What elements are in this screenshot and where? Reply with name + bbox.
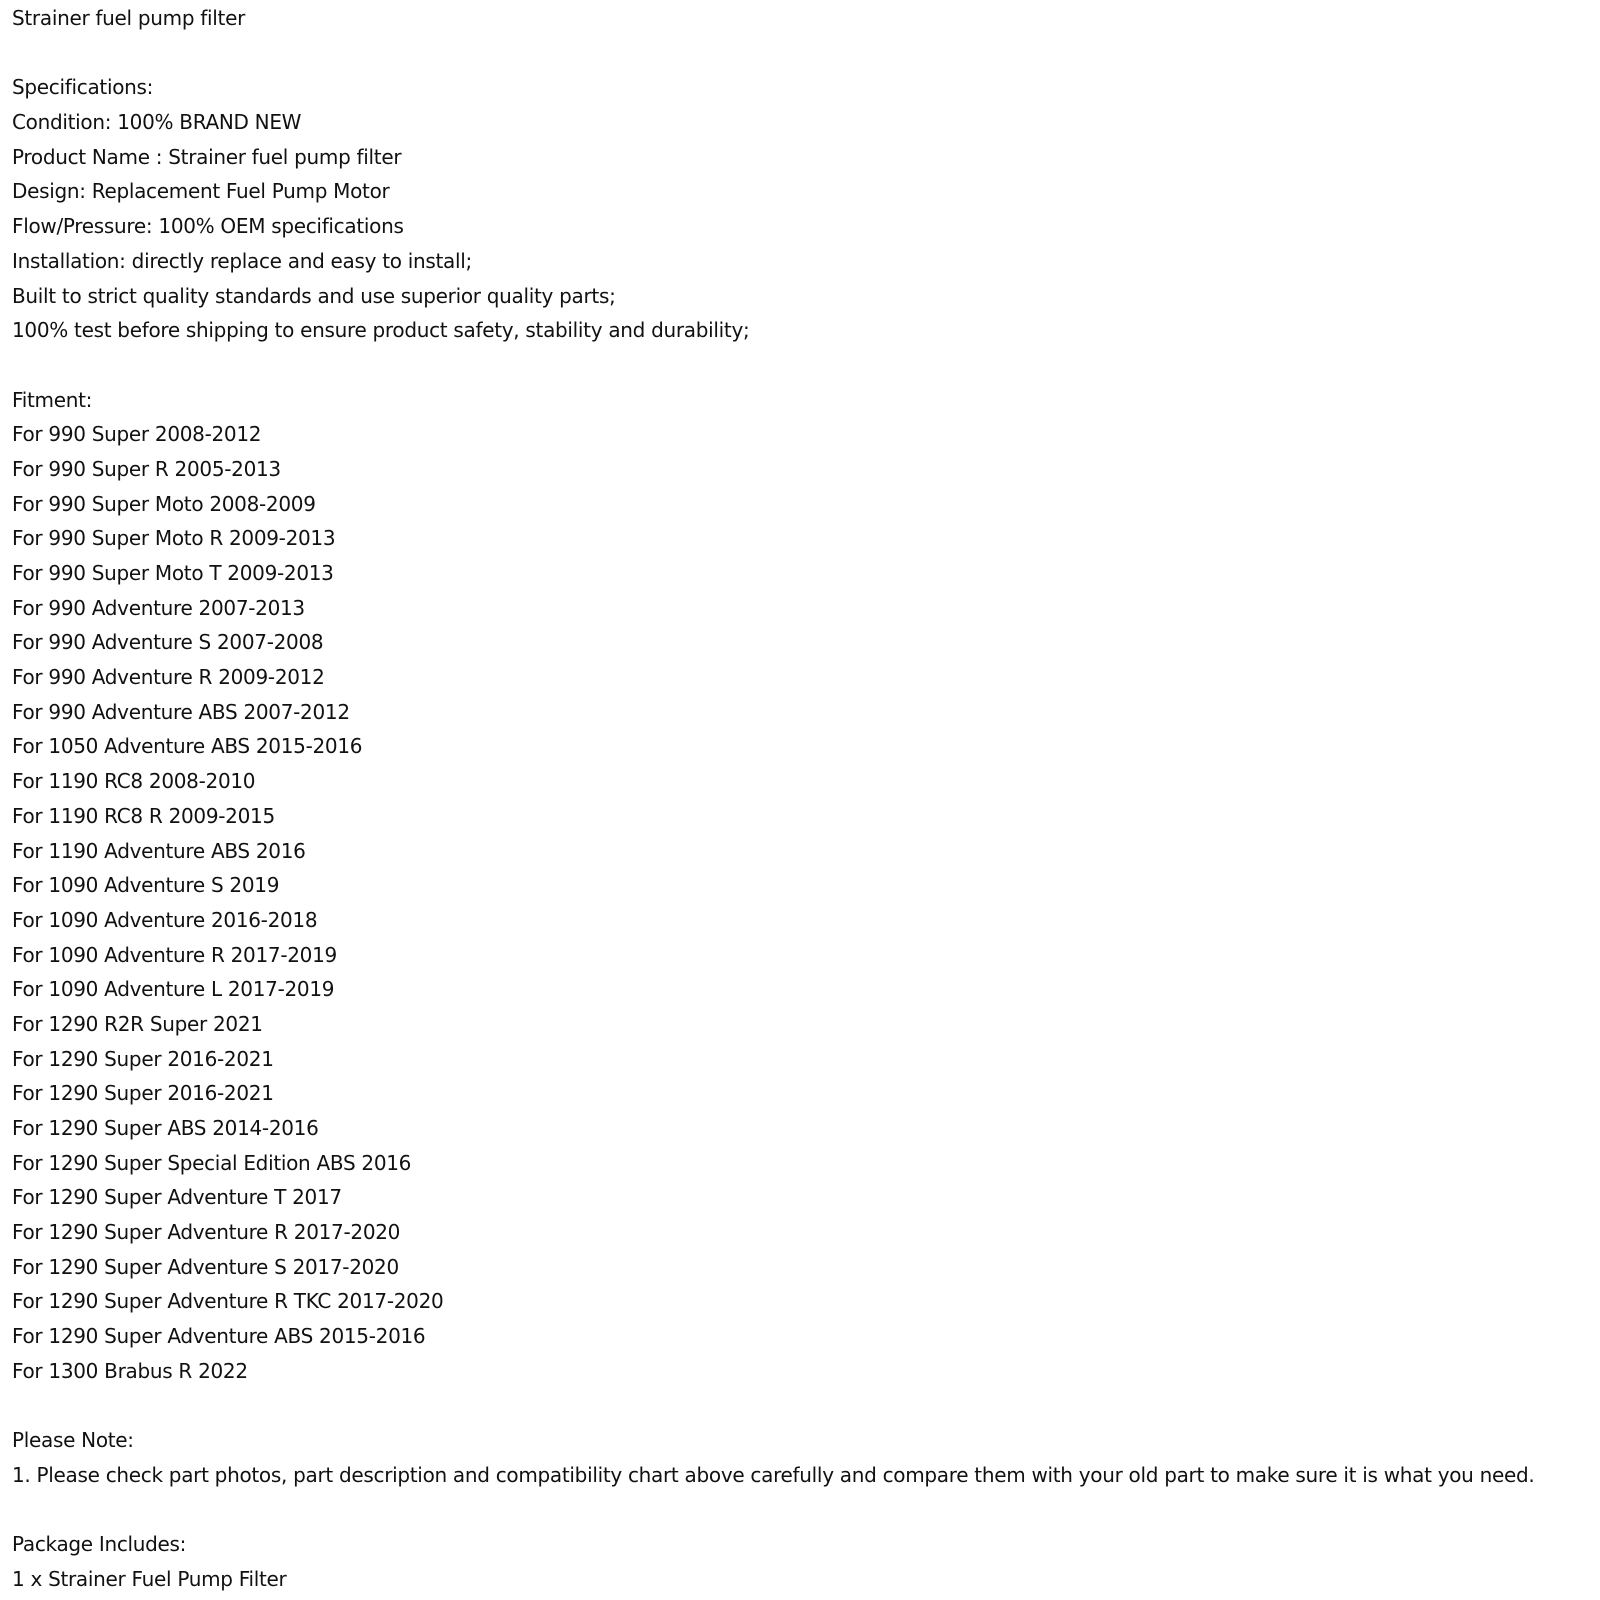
spec-condition: Condition: 100% BRAND NEW (12, 110, 302, 135)
fitment-item: For 1290 Super Adventure ABS 2015-2016 (12, 1324, 426, 1349)
fitment-item: For 1290 Super ABS 2014-2016 (12, 1116, 319, 1140)
spacer (12, 1389, 1592, 1424)
fitment-item: For 990 Super Moto T 2009-2013 (12, 561, 334, 585)
fitment-item: For 1090 Adventure 2016-2018 (12, 907, 318, 932)
fitment-item: For 1290 Super Adventure S 2017-2020 (12, 1254, 399, 1279)
fitment-item: For 1090 Adventure R 2017-2019 (12, 942, 337, 967)
spec-testing: 100% test before shipping to ensure product safety, stability and durability; (12, 318, 750, 343)
fitment-item: For 1290 Super 2016-2021 (12, 1046, 274, 1071)
specifications-heading: Specifications: (12, 75, 154, 100)
fitment-item: For 1090 Adventure S 2019 (12, 873, 280, 898)
fitment-item: For 1290 Super Adventure R 2017-2020 (12, 1220, 401, 1245)
fitment-item: For 1090 Adventure L 2017-2019 (12, 977, 335, 1002)
package-heading: Package Includes: (12, 1532, 187, 1557)
fitment-item: For 990 Super Moto R 2009-2013 (12, 526, 336, 551)
fitment-item: For 1290 Super 2016-2021 (12, 1081, 274, 1106)
fitment-item: For 990 Adventure 2007-2013 (12, 595, 305, 620)
fitment-heading: Fitment: (12, 387, 93, 412)
fitment-item: For 1290 R2R Super 2021 (12, 1011, 263, 1036)
fitment-item: For 1050 Adventure ABS 2015-2016 (12, 734, 363, 759)
package-item: 1 x Strainer Fuel Pump Filter (12, 1566, 287, 1591)
spacer (12, 36, 1592, 71)
fitment-item: For 1290 Super Adventure R TKC 2017-2020 (12, 1289, 444, 1314)
product-description (12, 1, 1592, 1597)
fitment-item: For 1190 Adventure ABS 2016 (12, 838, 306, 863)
fitment-item: For 990 Adventure ABS 2007-2012 (12, 699, 350, 724)
spec-installation: Installation: directly replace and easy to install; (12, 248, 472, 273)
fitment-item: For 990 Adventure R 2009-2012 (12, 665, 325, 690)
fitment-item: For 1190 RC8 R 2009-2015 (12, 803, 275, 828)
fitment-item: For 1300 Brabus R 2022 (12, 1358, 248, 1383)
spacer (12, 1493, 1592, 1528)
fitment-item: For 990 Super R 2005-2013 (12, 456, 281, 481)
spec-quality: Built to strict quality standards and use superior quality parts; (12, 283, 616, 308)
fitment-item: For 1190 RC8 2008-2010 (12, 769, 256, 794)
fitment-item: For 1290 Super Special Edition ABS 2016 (12, 1150, 412, 1175)
spec-design: Design: Replacement Fuel Pump Motor (12, 179, 390, 204)
spec-product-name: Product Name : Strainer fuel pump filter (12, 144, 402, 169)
spacer (12, 348, 1592, 383)
note-item: 1. Please check part photos, part description and compatibility chart above carefully and compare them with your old part to make sure it is what you need. (12, 1462, 1535, 1487)
note-heading: Please Note: (12, 1428, 134, 1453)
fitment-item: For 990 Adventure S 2007-2008 (12, 630, 324, 655)
fitment-item: For 990 Super Moto 2008-2009 (12, 491, 316, 516)
product-title: Strainer fuel pump filter (12, 6, 245, 30)
spec-flow-pressure: Flow/Pressure: 100% OEM specifications (12, 214, 404, 239)
fitment-item: For 1290 Super Adventure T 2017 (12, 1185, 342, 1210)
fitment-item: For 990 Super 2008-2012 (12, 422, 262, 447)
